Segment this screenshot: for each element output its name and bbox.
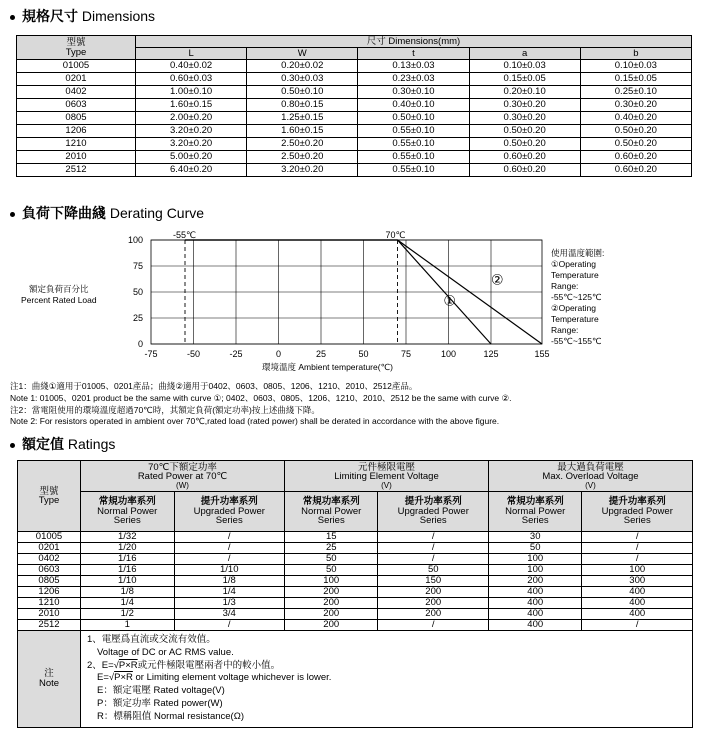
note-line-formula-zh bbox=[87, 660, 686, 673]
table-cell: 30 bbox=[488, 532, 582, 543]
note-line: R：標稱阻值 Normal resistance(Ω) bbox=[97, 710, 244, 722]
series-label: 常規功率系列 bbox=[506, 496, 564, 508]
table-cell: 100 bbox=[488, 554, 582, 565]
note-line: E：額定電壓 Rated voltage(V) bbox=[97, 685, 225, 697]
group-unit: (W) bbox=[176, 480, 189, 490]
x-tick-label: -50 bbox=[186, 349, 201, 359]
table-cell: 0.50±0.10 bbox=[247, 86, 358, 99]
table-cell: / bbox=[582, 532, 693, 543]
table-cell: 0.55±0.10 bbox=[358, 164, 469, 177]
series-label: Normal Power bbox=[505, 505, 566, 517]
dimensions-body bbox=[17, 60, 692, 177]
table-cell: 2010 bbox=[17, 151, 136, 164]
note-line: Voltage of DC or AC RMS value. bbox=[97, 646, 234, 658]
operating-range-line: Temperature bbox=[551, 270, 599, 281]
table-cell: 200 bbox=[378, 609, 488, 620]
label-minus55: -55℃ bbox=[173, 230, 197, 240]
dim-col-l: L bbox=[136, 48, 247, 60]
table-cell: 2512 bbox=[18, 620, 81, 631]
table-cell: 50 bbox=[378, 565, 488, 576]
operating-range-line: Range: bbox=[551, 281, 579, 292]
normal-power-series-header bbox=[81, 492, 175, 532]
dim-col-w: W bbox=[247, 48, 358, 60]
series-label: Series bbox=[215, 515, 243, 527]
series-label: 提升功率系列 bbox=[404, 496, 462, 508]
table-row bbox=[18, 543, 693, 554]
dimensions-heading-zh: 規格尺寸 bbox=[22, 8, 78, 24]
table-cell: 1/32 bbox=[81, 532, 175, 543]
table-cell: 0.50±0.10 bbox=[358, 112, 469, 125]
derating-heading-en: Derating Curve bbox=[109, 205, 205, 221]
series-label: Series bbox=[419, 515, 447, 527]
table-cell: 0.60±0.20 bbox=[469, 151, 580, 164]
dimensions-group-header: 尺寸 Dimensions(mm) bbox=[136, 36, 692, 48]
table-cell: 0402 bbox=[18, 554, 81, 565]
table-row bbox=[18, 598, 693, 609]
table-cell: 300 bbox=[582, 576, 693, 587]
table-cell: 1/10 bbox=[81, 576, 175, 587]
table-cell: 400 bbox=[488, 598, 582, 609]
table-cell: 2.50±0.20 bbox=[247, 138, 358, 151]
table-cell: / bbox=[582, 554, 693, 565]
sqrt-icon: √ bbox=[108, 672, 115, 684]
chart-xlabel: 環境溫度 Ambient temperature(℃) bbox=[262, 362, 393, 372]
group-en: Limiting Element Voltage bbox=[334, 471, 439, 482]
table-cell: 0.50±0.20 bbox=[580, 138, 691, 151]
curve-1-label: ① bbox=[443, 292, 456, 309]
series-label: 常規功率系列 bbox=[98, 496, 156, 508]
x-tick-label: 100 bbox=[440, 349, 457, 359]
upgraded-power-series-header bbox=[174, 492, 284, 532]
table-cell: / bbox=[582, 543, 693, 554]
y-tick-label: 25 bbox=[132, 313, 143, 323]
table-cell: 15 bbox=[284, 532, 378, 543]
table-cell: 3.20±0.20 bbox=[136, 138, 247, 151]
table-cell: 150 bbox=[378, 576, 488, 587]
table-cell: 1.25±0.15 bbox=[247, 112, 358, 125]
dim-col-a: a bbox=[469, 48, 580, 60]
operating-range-line: Range: bbox=[551, 325, 579, 336]
table-cell: / bbox=[378, 554, 488, 565]
table-cell: 0.60±0.20 bbox=[469, 164, 580, 177]
chart-ylabel-zh: 額定負荷百分比 bbox=[29, 284, 89, 294]
table-cell: 0201 bbox=[17, 73, 136, 86]
bullet-icon bbox=[10, 15, 15, 20]
bullet-icon bbox=[10, 443, 15, 448]
sqrt-icon: √ bbox=[113, 659, 119, 671]
table-cell: 0.50±0.20 bbox=[469, 138, 580, 151]
rated-power-header bbox=[81, 461, 285, 492]
table-cell: 0.25±0.10 bbox=[580, 86, 691, 99]
note-2-zh: 注2：當電阻使用的環境溫度超過70℃時，其額定負荷(額定功率)按上述曲綫下降。 bbox=[10, 405, 320, 415]
operating-range-line: -55℃~155℃ bbox=[551, 336, 602, 347]
table-cell: 0805 bbox=[18, 576, 81, 587]
table-cell: 1/2 bbox=[81, 609, 175, 620]
table-cell: 200 bbox=[284, 620, 378, 631]
x-tick-label: 75 bbox=[400, 349, 412, 359]
notes-cell bbox=[81, 631, 693, 728]
x-tick-label: -25 bbox=[229, 349, 243, 359]
table-row bbox=[18, 609, 693, 620]
ratings-heading-en: Ratings bbox=[67, 436, 116, 452]
overload-voltage-header bbox=[488, 461, 692, 492]
note-1-zh: 注1：曲綫①適用于01005、0201產品；曲綫②適用于0402、0603、0805、1206、1210、2010、2512產品。 bbox=[10, 381, 418, 391]
table-cell: 400 bbox=[488, 609, 582, 620]
table-cell: 1/4 bbox=[174, 587, 284, 598]
table-cell: 0.13±0.03 bbox=[358, 60, 469, 73]
operating-range-title: 使用溫度範圍: bbox=[551, 248, 605, 258]
table-cell: 1/16 bbox=[81, 565, 175, 576]
table-cell: / bbox=[174, 554, 284, 565]
type-header bbox=[17, 36, 136, 60]
label-70: 70℃ bbox=[385, 230, 406, 240]
table-cell: / bbox=[378, 532, 488, 543]
table-cell: 1/10 bbox=[174, 565, 284, 576]
dimensions-heading bbox=[10, 6, 155, 26]
y-tick-label: 50 bbox=[132, 287, 143, 297]
note-line: P：額定功率 Rated power(W) bbox=[97, 698, 223, 710]
table-cell: 100 bbox=[582, 565, 693, 576]
note-2-en: Note 2: For resistors operated in ambient over 70℃,rated load (rated power) shall be derated in accordance with the above figure. bbox=[10, 416, 500, 426]
table-cell: 200 bbox=[378, 587, 488, 598]
group-unit: (V) bbox=[585, 480, 596, 490]
table-row bbox=[17, 73, 692, 86]
group-zh: 最大過負荷電壓 bbox=[557, 461, 624, 473]
table-cell: 1/8 bbox=[81, 587, 175, 598]
table-cell: 1/20 bbox=[81, 543, 175, 554]
x-tick-label: 25 bbox=[315, 349, 327, 359]
table-cell: 0.15±0.05 bbox=[580, 73, 691, 86]
table-cell: 01005 bbox=[18, 532, 81, 543]
x-tick-label: 0 bbox=[275, 349, 282, 359]
series-label: Series bbox=[113, 515, 141, 527]
series-label: 常規功率系列 bbox=[302, 496, 360, 508]
note-label-cell bbox=[18, 631, 81, 728]
table-cell: 0.20±0.10 bbox=[469, 86, 580, 99]
table-cell: 3/4 bbox=[174, 609, 284, 620]
table-cell: 400 bbox=[582, 587, 693, 598]
table-row bbox=[18, 532, 693, 543]
bullet-icon bbox=[10, 212, 15, 217]
table-cell: 2.00±0.20 bbox=[136, 112, 247, 125]
table-cell: 0.60±0.20 bbox=[580, 151, 691, 164]
table-cell: 400 bbox=[582, 609, 693, 620]
group-zh: 元件極限電壓 bbox=[357, 461, 415, 473]
formula-prefix: 2、E= bbox=[87, 659, 114, 671]
table-row bbox=[18, 554, 693, 565]
table-cell: 3.20±0.20 bbox=[247, 164, 358, 177]
note-line: 1、電壓爲直流或交流有效值。 bbox=[87, 634, 216, 645]
table-cell: 1206 bbox=[18, 587, 81, 598]
table-cell: 0402 bbox=[17, 86, 136, 99]
curve-2-label: ② bbox=[491, 271, 504, 288]
table-cell: 200 bbox=[284, 598, 378, 609]
table-cell: 0.40±0.02 bbox=[136, 60, 247, 73]
ratings-heading bbox=[10, 434, 115, 454]
series-label: Upgraded Power bbox=[601, 505, 673, 517]
table-row bbox=[17, 151, 692, 164]
table-cell: 0.10±0.03 bbox=[469, 60, 580, 73]
table-cell: 2.50±0.20 bbox=[247, 151, 358, 164]
series-label: Normal Power bbox=[301, 505, 362, 517]
table-row bbox=[17, 99, 692, 112]
upgraded-power-series-header bbox=[378, 492, 488, 532]
chart-ylabel-en: Percent Rated Load bbox=[21, 295, 97, 306]
table-cell: 0201 bbox=[18, 543, 81, 554]
table-cell: 100 bbox=[488, 565, 582, 576]
table-cell: 1.60±0.15 bbox=[136, 99, 247, 112]
table-row bbox=[18, 576, 693, 587]
table-row bbox=[17, 138, 692, 151]
table-cell: 2512 bbox=[17, 164, 136, 177]
table-cell: / bbox=[174, 532, 284, 543]
normal-power-series-header bbox=[284, 492, 378, 532]
table-cell: 0.30±0.20 bbox=[580, 99, 691, 112]
table-cell: 1210 bbox=[17, 138, 136, 151]
note-1-en: Note 1: 01005、0201 product be the same with curve ①; 0402、0603、0805、1206、1210、2010、2512 be the same with curve ②. bbox=[10, 393, 512, 403]
x-tick-label: 50 bbox=[358, 349, 369, 359]
x-tick-label: -75 bbox=[144, 349, 158, 359]
table-cell: / bbox=[174, 543, 284, 554]
table-row bbox=[17, 112, 692, 125]
series-label: Series bbox=[317, 515, 345, 527]
table-cell: 0.20±0.02 bbox=[247, 60, 358, 73]
operating-range-panel bbox=[551, 248, 604, 347]
table-cell: 3.20±0.20 bbox=[136, 125, 247, 138]
table-cell: 1/8 bbox=[174, 576, 284, 587]
table-cell: 0.30±0.20 bbox=[469, 112, 580, 125]
upgraded-power-series-header bbox=[582, 492, 693, 532]
derating-heading-zh: 負荷下降曲綫 bbox=[22, 205, 106, 221]
formula-prefix: E= bbox=[97, 672, 109, 684]
table-row bbox=[17, 86, 692, 99]
table-cell: 0.55±0.10 bbox=[358, 151, 469, 164]
table-cell: 0.23±0.03 bbox=[358, 73, 469, 86]
operating-range-line: Temperature bbox=[551, 314, 599, 325]
type-header-zh: 型號 bbox=[66, 37, 86, 48]
dim-col-t: t bbox=[358, 48, 469, 60]
table-cell: / bbox=[378, 620, 488, 631]
limiting-voltage-header bbox=[284, 461, 488, 492]
ratings-body bbox=[18, 532, 693, 631]
note-line-formula-en bbox=[87, 672, 686, 685]
ratings-type-en: Type bbox=[38, 495, 60, 506]
table-cell: 400 bbox=[488, 620, 582, 631]
series-label: 提升功率系列 bbox=[200, 496, 258, 508]
y-tick-label: 75 bbox=[132, 261, 143, 271]
ratings-type-zh: 型號 bbox=[39, 485, 59, 497]
table-cell: 50 bbox=[284, 554, 378, 565]
group-zh: 70℃下額定功率 bbox=[148, 461, 217, 473]
series-label: Upgraded Power bbox=[193, 505, 265, 517]
note-label-en: Note bbox=[38, 677, 60, 689]
group-en: Rated Power at 70℃ bbox=[137, 471, 228, 482]
table-cell: 01005 bbox=[17, 60, 136, 73]
table-cell: / bbox=[174, 620, 284, 631]
table-cell: 1/16 bbox=[81, 554, 175, 565]
table-cell: 0.80±0.15 bbox=[247, 99, 358, 112]
operating-range-lines bbox=[551, 259, 604, 347]
table-cell: 1 bbox=[81, 620, 175, 631]
dimensions-heading-en: Dimensions bbox=[81, 8, 156, 24]
group-en: Max. Overload Voltage bbox=[542, 471, 639, 482]
table-cell: 0.40±0.10 bbox=[358, 99, 469, 112]
table-cell: 0603 bbox=[17, 99, 136, 112]
table-cell: 0603 bbox=[18, 565, 81, 576]
x-tick-label: 155 bbox=[534, 349, 550, 359]
table-cell: 200 bbox=[488, 576, 582, 587]
table-cell: 200 bbox=[378, 598, 488, 609]
table-row bbox=[18, 587, 693, 598]
series-label: Series bbox=[521, 515, 549, 527]
derating-heading bbox=[10, 203, 204, 223]
operating-range-line: -55℃~125℃ bbox=[551, 292, 602, 303]
table-cell: 0805 bbox=[17, 112, 136, 125]
table-cell: 200 bbox=[284, 587, 378, 598]
y-tick-label: 100 bbox=[127, 235, 143, 245]
table-cell: 0.55±0.10 bbox=[358, 138, 469, 151]
table-cell: / bbox=[582, 620, 693, 631]
table-cell: 25 bbox=[284, 543, 378, 554]
table-cell: 400 bbox=[582, 598, 693, 609]
table-cell: 1.00±0.10 bbox=[136, 86, 247, 99]
table-cell: 100 bbox=[284, 576, 378, 587]
type-header-en: Type bbox=[65, 46, 87, 58]
series-label: Upgraded Power bbox=[397, 505, 469, 517]
table-cell: 1206 bbox=[17, 125, 136, 138]
ratings-heading-zh: 額定值 bbox=[22, 436, 64, 452]
y-tick-label: 0 bbox=[137, 339, 143, 349]
table-cell: 0.40±0.20 bbox=[580, 112, 691, 125]
series-label: Series bbox=[623, 515, 651, 527]
dim-col-b: b bbox=[580, 48, 691, 60]
normal-power-series-header bbox=[488, 492, 582, 532]
series-label: 提升功率系列 bbox=[608, 496, 666, 508]
series-label: Normal Power bbox=[97, 505, 158, 517]
table-cell: 5.00±0.20 bbox=[136, 151, 247, 164]
table-cell: 0.55±0.10 bbox=[358, 125, 469, 138]
ratings-type-header bbox=[18, 461, 81, 532]
table-cell: 0.30±0.03 bbox=[247, 73, 358, 86]
formula-radicand: P×R bbox=[114, 672, 133, 684]
table-cell: 1/3 bbox=[174, 598, 284, 609]
table-cell: 0.15±0.05 bbox=[469, 73, 580, 86]
table-cell: 0.60±0.20 bbox=[580, 164, 691, 177]
table-cell: 400 bbox=[488, 587, 582, 598]
ratings-subheader-row bbox=[18, 492, 693, 532]
note-label-zh: 注 bbox=[44, 668, 54, 680]
table-cell: 0.60±0.03 bbox=[136, 73, 247, 86]
operating-range-line: ①Operating bbox=[551, 259, 596, 270]
table-row bbox=[17, 60, 692, 73]
x-tick-label: 125 bbox=[483, 349, 499, 359]
table-cell: 0.50±0.20 bbox=[469, 125, 580, 138]
table-cell: 0.30±0.10 bbox=[358, 86, 469, 99]
table-cell: 0.10±0.03 bbox=[580, 60, 691, 73]
ratings-table bbox=[17, 460, 693, 728]
table-row bbox=[17, 125, 692, 138]
formula-suffix: 或元件極限電壓兩者中的較小值。 bbox=[137, 659, 281, 671]
table-row bbox=[18, 620, 693, 631]
group-unit: (V) bbox=[381, 480, 392, 490]
table-cell: 50 bbox=[488, 543, 582, 554]
table-cell: 1/4 bbox=[81, 598, 175, 609]
table-cell: 50 bbox=[284, 565, 378, 576]
table-row bbox=[18, 565, 693, 576]
formula-suffix: or Limiting element voltage whichever is lower. bbox=[132, 672, 332, 684]
table-cell: 1.60±0.15 bbox=[247, 125, 358, 138]
table-cell: 200 bbox=[284, 609, 378, 620]
dimensions-table bbox=[16, 35, 692, 177]
table-cell: 6.40±0.20 bbox=[136, 164, 247, 177]
operating-range-line: ②Operating bbox=[551, 303, 596, 314]
table-cell: 1210 bbox=[18, 598, 81, 609]
formula-radicand: P×R bbox=[118, 659, 138, 671]
table-cell: 0.30±0.20 bbox=[469, 99, 580, 112]
table-row bbox=[17, 164, 692, 177]
table-cell: 2010 bbox=[18, 609, 81, 620]
table-cell: 0.50±0.20 bbox=[580, 125, 691, 138]
table-cell: / bbox=[378, 543, 488, 554]
